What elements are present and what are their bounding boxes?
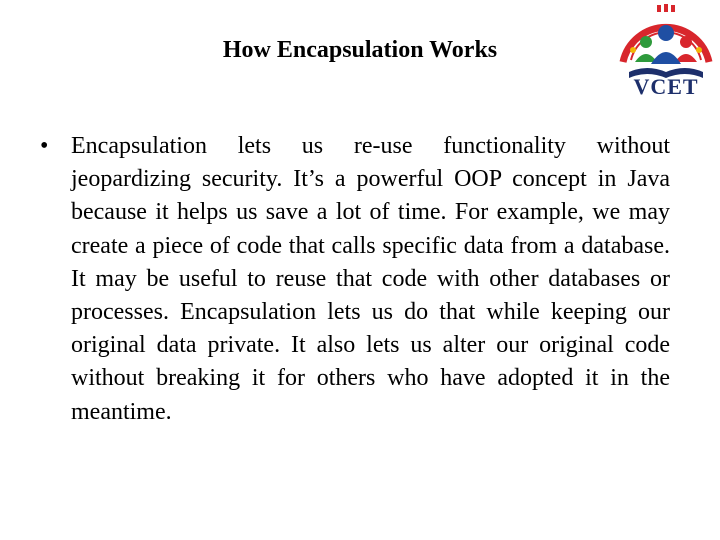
bullet-item [40,130,670,429]
slide-content [40,130,670,429]
bullet-marker: • [40,133,49,159]
logo-text: VCET [633,74,699,99]
bullet-text: Encapsulation lets us re-use functionality without jeopardizing security. It’s a powerful OOP concept in Java because it helps us save a lot of time. For example, we may create a piece of code that calls specific data from a database. It may be useful to reuse that code with other databases or processes. Encapsulation lets us do that while keeping our original data private. It also lets us alter our original code without breaking it for others who have adopted it in the meantime. [71,133,670,425]
slide-title: How Encapsulation Works [222,37,498,63]
vcet-logo [613,2,719,102]
